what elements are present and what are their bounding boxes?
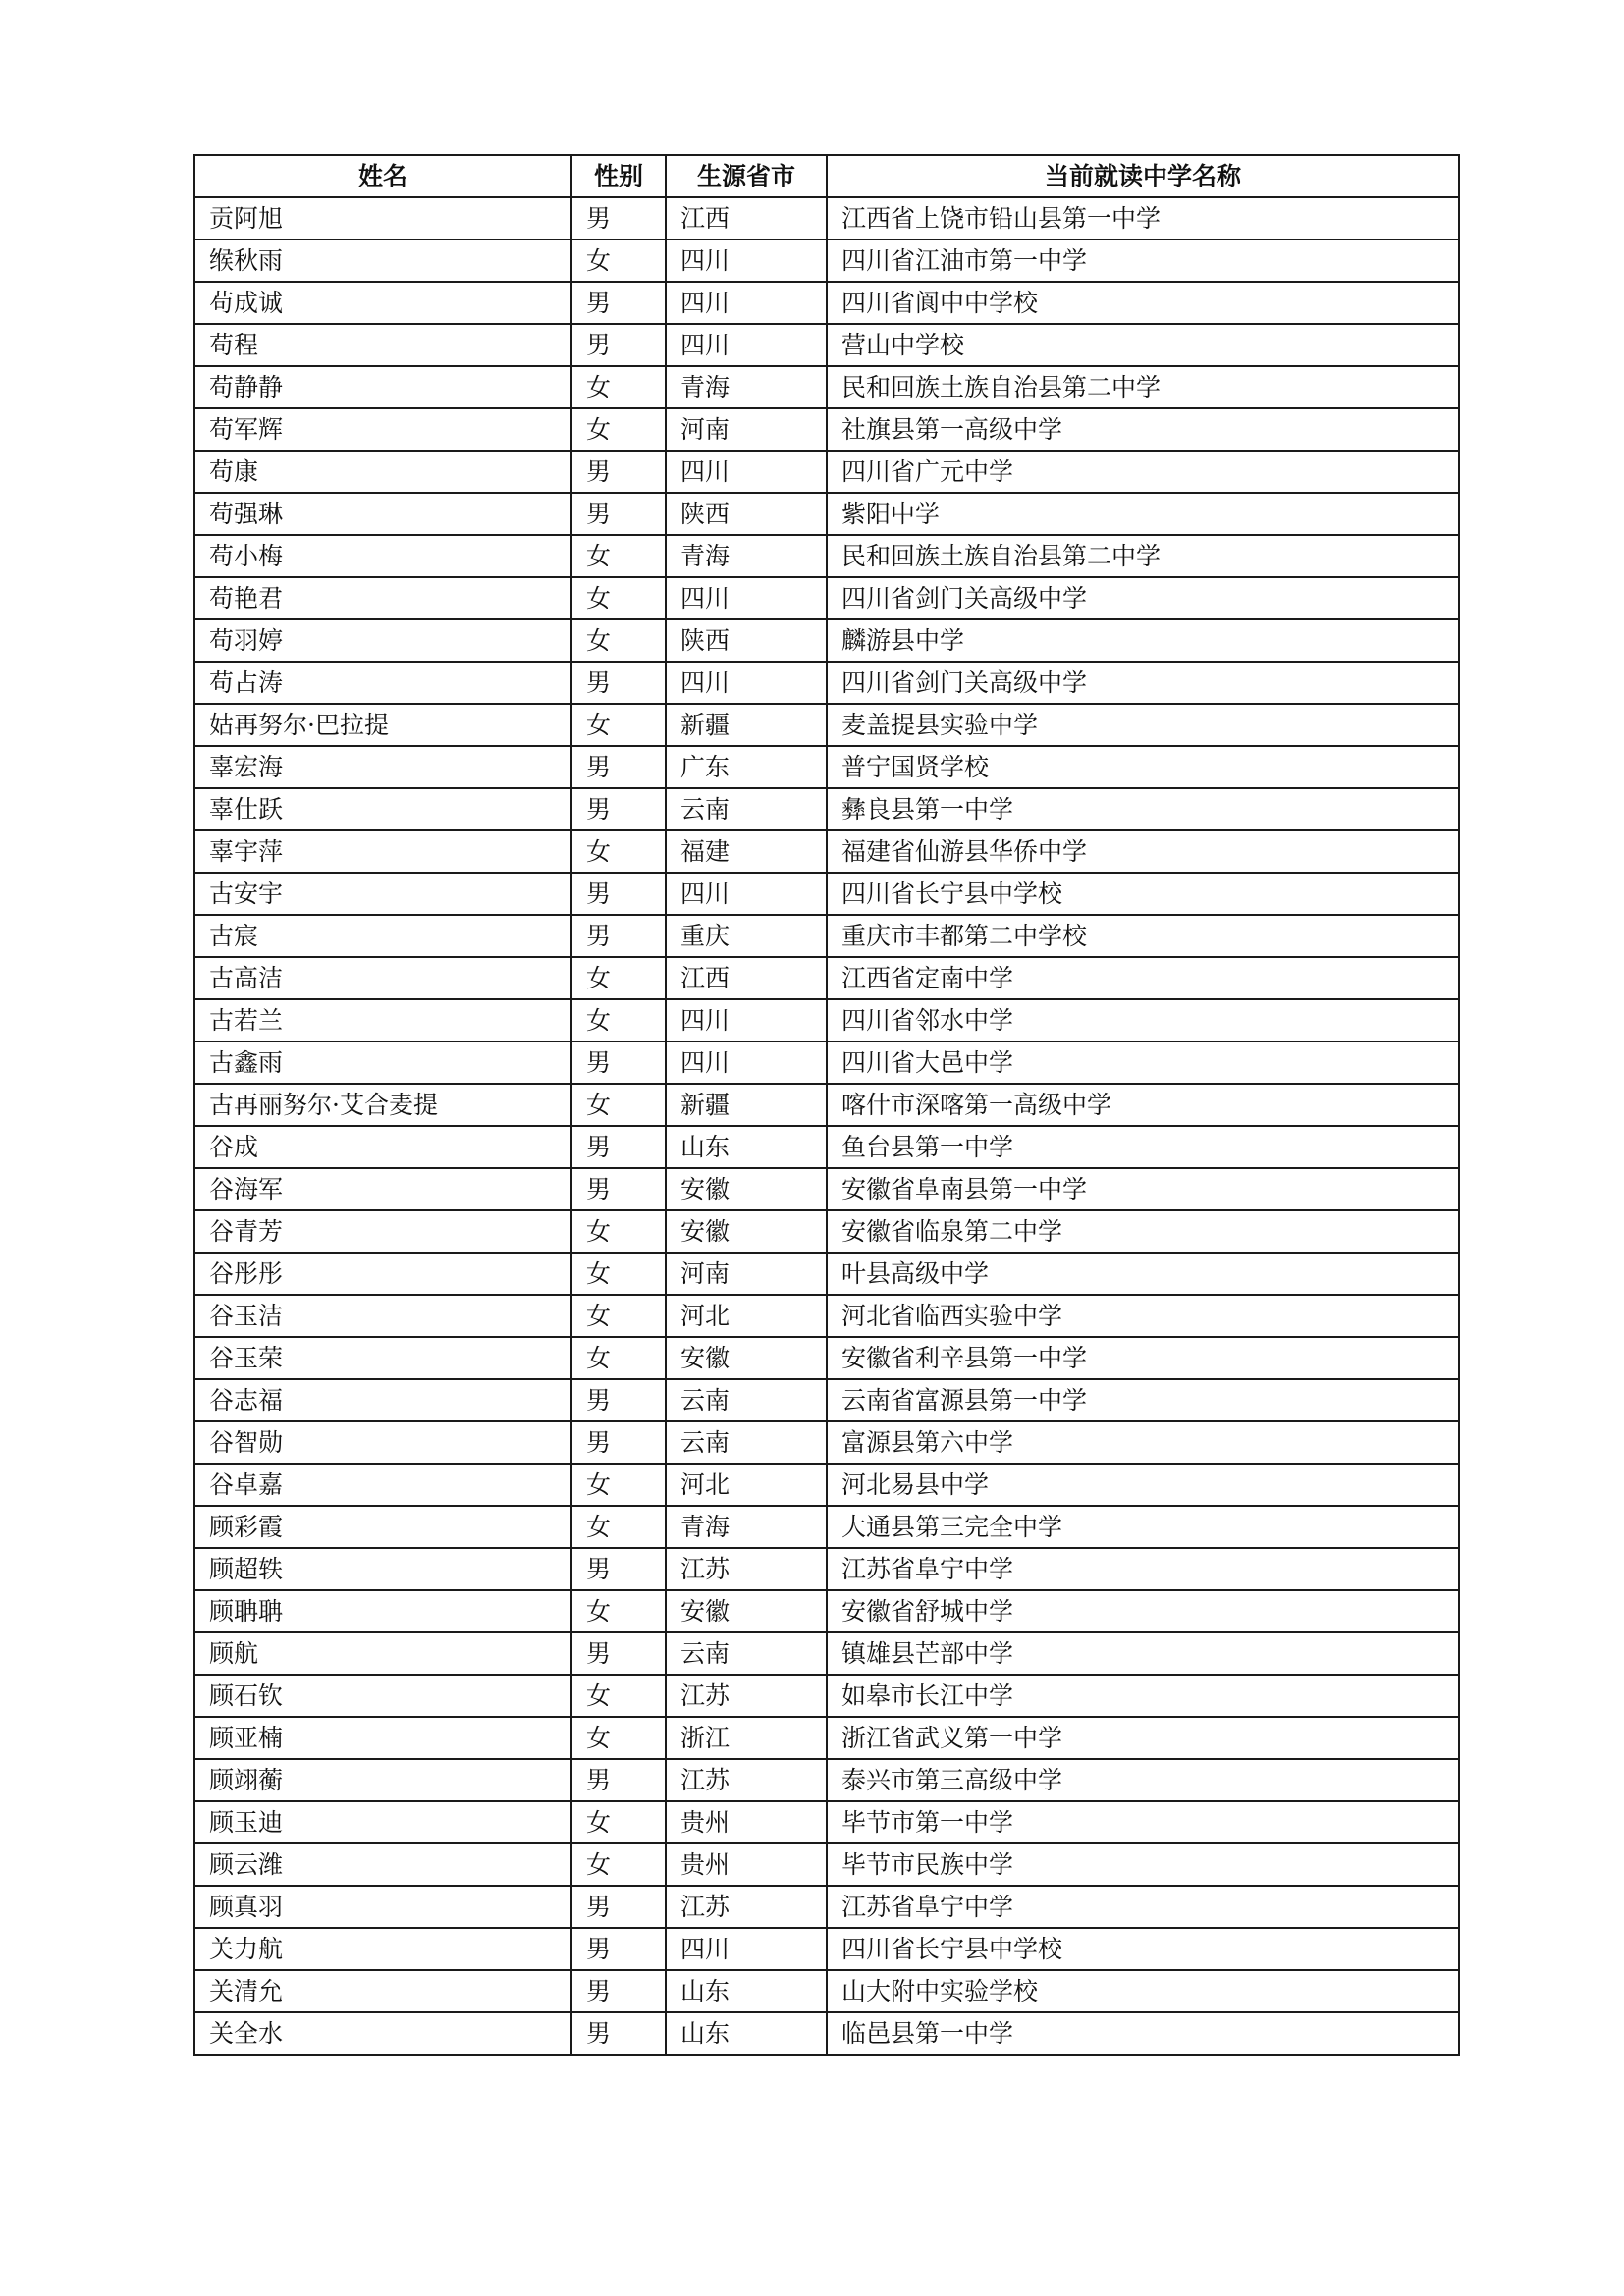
name-cell: 苟静静 (194, 366, 571, 408)
gender-cell: 男 (571, 1632, 666, 1675)
school-cell: 镇雄县芒部中学 (827, 1632, 1459, 1675)
gender-cell: 女 (571, 240, 666, 282)
name-cell: 苟占涛 (194, 662, 571, 704)
school-cell: 四川省邻水中学 (827, 999, 1459, 1041)
table-row (194, 1421, 1459, 1464)
school-cell: 四川省剑门关高级中学 (827, 577, 1459, 619)
gender-cell: 男 (571, 1886, 666, 1928)
table-row (194, 197, 1459, 240)
province-cell: 山东 (666, 1126, 827, 1168)
table-row (194, 1928, 1459, 1970)
gender-cell: 男 (571, 788, 666, 830)
school-cell: 四川省广元中学 (827, 451, 1459, 493)
province-cell: 四川 (666, 1041, 827, 1084)
school-cell: 临邑县第一中学 (827, 2012, 1459, 2055)
table-row (194, 1548, 1459, 1590)
name-cell: 姑再努尔·巴拉提 (194, 704, 571, 746)
school-cell: 重庆市丰都第二中学校 (827, 915, 1459, 957)
gender-cell: 女 (571, 366, 666, 408)
province-cell: 浙江 (666, 1717, 827, 1759)
name-cell: 谷玉洁 (194, 1295, 571, 1337)
table-row (194, 1379, 1459, 1421)
table-row (194, 451, 1459, 493)
name-cell: 苟强琳 (194, 493, 571, 535)
province-cell: 青海 (666, 366, 827, 408)
name-cell: 顾亚楠 (194, 1717, 571, 1759)
gender-cell: 男 (571, 493, 666, 535)
table-row (194, 1886, 1459, 1928)
name-cell: 古安宇 (194, 873, 571, 915)
table-row (194, 999, 1459, 1041)
province-cell: 云南 (666, 788, 827, 830)
province-cell: 广东 (666, 746, 827, 788)
table-row (194, 1717, 1459, 1759)
school-cell: 江西省定南中学 (827, 957, 1459, 999)
gender-cell: 女 (571, 830, 666, 873)
gender-cell: 女 (571, 408, 666, 451)
table-row (194, 830, 1459, 873)
table-row (194, 1801, 1459, 1843)
name-cell: 谷卓嘉 (194, 1464, 571, 1506)
gender-cell: 男 (571, 282, 666, 324)
table-row (194, 408, 1459, 451)
name-cell: 顾超轶 (194, 1548, 571, 1590)
name-cell: 苟康 (194, 451, 571, 493)
table-row (194, 1843, 1459, 1886)
school-cell: 营山中学校 (827, 324, 1459, 366)
school-cell: 如皋市长江中学 (827, 1675, 1459, 1717)
table-row (194, 704, 1459, 746)
gender-cell: 女 (571, 1253, 666, 1295)
table-row (194, 1084, 1459, 1126)
school-cell: 富源县第六中学 (827, 1421, 1459, 1464)
province-cell: 四川 (666, 873, 827, 915)
gender-cell: 女 (571, 1717, 666, 1759)
name-cell: 古再丽努尔·艾合麦提 (194, 1084, 571, 1126)
province-cell: 青海 (666, 1506, 827, 1548)
gender-cell: 女 (571, 1506, 666, 1548)
name-cell: 辜宇萍 (194, 830, 571, 873)
table-row (194, 1590, 1459, 1632)
name-cell: 辜宏海 (194, 746, 571, 788)
province-cell: 四川 (666, 240, 827, 282)
province-cell: 河北 (666, 1464, 827, 1506)
school-cell: 安徽省阜南县第一中学 (827, 1168, 1459, 1210)
name-cell: 辜仕跃 (194, 788, 571, 830)
school-cell: 四川省阆中中学校 (827, 282, 1459, 324)
table-row (194, 1970, 1459, 2012)
gender-cell: 女 (571, 1295, 666, 1337)
name-cell: 关全水 (194, 2012, 571, 2055)
table-row (194, 1126, 1459, 1168)
table-row (194, 662, 1459, 704)
gender-cell: 男 (571, 324, 666, 366)
gender-cell: 女 (571, 1084, 666, 1126)
gender-cell: 男 (571, 746, 666, 788)
school-cell: 毕节市第一中学 (827, 1801, 1459, 1843)
gender-cell: 男 (571, 1126, 666, 1168)
province-cell: 河南 (666, 408, 827, 451)
province-cell: 四川 (666, 324, 827, 366)
province-cell: 福建 (666, 830, 827, 873)
name-cell: 古若兰 (194, 999, 571, 1041)
table-row (194, 535, 1459, 577)
province-cell: 安徽 (666, 1168, 827, 1210)
school-cell: 社旗县第一高级中学 (827, 408, 1459, 451)
gender-cell: 女 (571, 1801, 666, 1843)
name-cell: 缑秋雨 (194, 240, 571, 282)
gender-cell: 女 (571, 999, 666, 1041)
province-cell: 江苏 (666, 1886, 827, 1928)
table-row (194, 746, 1459, 788)
province-cell: 江西 (666, 197, 827, 240)
gender-cell: 女 (571, 577, 666, 619)
name-cell: 顾石钦 (194, 1675, 571, 1717)
table-row (194, 577, 1459, 619)
name-cell: 古宸 (194, 915, 571, 957)
table-row (194, 1295, 1459, 1337)
gender-cell: 女 (571, 1464, 666, 1506)
table-row (194, 1675, 1459, 1717)
province-cell: 云南 (666, 1632, 827, 1675)
table-row (194, 2012, 1459, 2055)
gender-cell: 女 (571, 704, 666, 746)
school-cell: 山大附中实验学校 (827, 1970, 1459, 2012)
gender-cell: 女 (571, 1843, 666, 1886)
province-cell: 安徽 (666, 1337, 827, 1379)
school-cell: 麦盖提县实验中学 (827, 704, 1459, 746)
school-cell: 河北省临西实验中学 (827, 1295, 1459, 1337)
gender-cell: 女 (571, 957, 666, 999)
table-row (194, 1506, 1459, 1548)
name-cell: 顾云潍 (194, 1843, 571, 1886)
province-cell: 安徽 (666, 1210, 827, 1253)
gender-cell: 男 (571, 1970, 666, 2012)
province-cell: 四川 (666, 662, 827, 704)
school-cell: 浙江省武义第一中学 (827, 1717, 1459, 1759)
province-cell: 贵州 (666, 1801, 827, 1843)
gender-cell: 男 (571, 197, 666, 240)
table-row (194, 619, 1459, 662)
table-row (194, 324, 1459, 366)
school-cell: 四川省长宁县中学校 (827, 1928, 1459, 1970)
province-cell: 山东 (666, 1970, 827, 2012)
province-cell: 河南 (666, 1253, 827, 1295)
table-row (194, 1759, 1459, 1801)
province-cell: 重庆 (666, 915, 827, 957)
gender-cell: 男 (571, 451, 666, 493)
name-cell: 苟羽婷 (194, 619, 571, 662)
province-cell: 江苏 (666, 1675, 827, 1717)
school-cell: 四川省剑门关高级中学 (827, 662, 1459, 704)
gender-cell: 女 (571, 1210, 666, 1253)
gender-cell: 男 (571, 915, 666, 957)
gender-cell: 女 (571, 535, 666, 577)
school-cell: 紫阳中学 (827, 493, 1459, 535)
table-row (194, 1253, 1459, 1295)
gender-cell: 男 (571, 662, 666, 704)
school-cell: 江苏省阜宁中学 (827, 1886, 1459, 1928)
header-province: 生源省市 (666, 155, 827, 197)
table-row (194, 1041, 1459, 1084)
table-row (194, 240, 1459, 282)
gender-cell: 男 (571, 2012, 666, 2055)
name-cell: 谷智勋 (194, 1421, 571, 1464)
name-cell: 苟成诚 (194, 282, 571, 324)
table-row (194, 366, 1459, 408)
province-cell: 四川 (666, 1928, 827, 1970)
school-cell: 麟游县中学 (827, 619, 1459, 662)
gender-cell: 男 (571, 1379, 666, 1421)
school-cell: 民和回族土族自治县第二中学 (827, 535, 1459, 577)
table-row (194, 282, 1459, 324)
school-cell: 江苏省阜宁中学 (827, 1548, 1459, 1590)
gender-cell: 男 (571, 873, 666, 915)
gender-cell: 男 (571, 1759, 666, 1801)
province-cell: 四川 (666, 577, 827, 619)
province-cell: 青海 (666, 535, 827, 577)
gender-cell: 男 (571, 1168, 666, 1210)
name-cell: 关清允 (194, 1970, 571, 2012)
table-body (194, 197, 1459, 2055)
school-cell: 鱼台县第一中学 (827, 1126, 1459, 1168)
province-cell: 河北 (666, 1295, 827, 1337)
school-cell: 彝良县第一中学 (827, 788, 1459, 830)
name-cell: 贡阿旭 (194, 197, 571, 240)
name-cell: 苟艳君 (194, 577, 571, 619)
table-row (194, 915, 1459, 957)
school-cell: 大通县第三完全中学 (827, 1506, 1459, 1548)
table-row (194, 1632, 1459, 1675)
name-cell: 顾玉迪 (194, 1801, 571, 1843)
table-row (194, 1337, 1459, 1379)
school-cell: 安徽省临泉第二中学 (827, 1210, 1459, 1253)
province-cell: 江苏 (666, 1548, 827, 1590)
name-cell: 古鑫雨 (194, 1041, 571, 1084)
province-cell: 山东 (666, 2012, 827, 2055)
school-cell: 叶县高级中学 (827, 1253, 1459, 1295)
table-row (194, 873, 1459, 915)
school-cell: 福建省仙游县华侨中学 (827, 830, 1459, 873)
name-cell: 谷海军 (194, 1168, 571, 1210)
school-cell: 四川省大邑中学 (827, 1041, 1459, 1084)
table-row (194, 493, 1459, 535)
header-row (194, 155, 1459, 197)
school-cell: 喀什市深喀第一高级中学 (827, 1084, 1459, 1126)
gender-cell: 女 (571, 1675, 666, 1717)
province-cell: 新疆 (666, 704, 827, 746)
province-cell: 四川 (666, 451, 827, 493)
gender-cell: 女 (571, 1590, 666, 1632)
school-cell: 泰兴市第三高级中学 (827, 1759, 1459, 1801)
name-cell: 顾航 (194, 1632, 571, 1675)
name-cell: 关力航 (194, 1928, 571, 1970)
gender-cell: 男 (571, 1928, 666, 1970)
header-name: 姓名 (194, 155, 571, 197)
name-cell: 顾真羽 (194, 1886, 571, 1928)
gender-cell: 男 (571, 1421, 666, 1464)
name-cell: 谷志福 (194, 1379, 571, 1421)
school-cell: 河北易县中学 (827, 1464, 1459, 1506)
gender-cell: 女 (571, 619, 666, 662)
name-cell: 苟程 (194, 324, 571, 366)
name-cell: 谷成 (194, 1126, 571, 1168)
province-cell: 四川 (666, 999, 827, 1041)
school-cell: 普宁国贤学校 (827, 746, 1459, 788)
table-row (194, 788, 1459, 830)
gender-cell: 男 (571, 1548, 666, 1590)
school-cell: 毕节市民族中学 (827, 1843, 1459, 1886)
province-cell: 新疆 (666, 1084, 827, 1126)
name-cell: 苟小梅 (194, 535, 571, 577)
name-cell: 顾聃聃 (194, 1590, 571, 1632)
name-cell: 顾彩霞 (194, 1506, 571, 1548)
school-cell: 四川省长宁县中学校 (827, 873, 1459, 915)
province-cell: 江苏 (666, 1759, 827, 1801)
name-cell: 谷青芳 (194, 1210, 571, 1253)
student-roster-table (193, 154, 1460, 2056)
province-cell: 云南 (666, 1379, 827, 1421)
name-cell: 苟军辉 (194, 408, 571, 451)
table-row (194, 1210, 1459, 1253)
province-cell: 云南 (666, 1421, 827, 1464)
name-cell: 古高洁 (194, 957, 571, 999)
school-cell: 四川省江油市第一中学 (827, 240, 1459, 282)
province-cell: 江西 (666, 957, 827, 999)
school-cell: 安徽省舒城中学 (827, 1590, 1459, 1632)
province-cell: 陕西 (666, 493, 827, 535)
province-cell: 贵州 (666, 1843, 827, 1886)
header-school: 当前就读中学名称 (827, 155, 1459, 197)
table-row (194, 957, 1459, 999)
name-cell: 谷玉荣 (194, 1337, 571, 1379)
gender-cell: 男 (571, 1041, 666, 1084)
table-row (194, 1464, 1459, 1506)
name-cell: 顾翊蘅 (194, 1759, 571, 1801)
name-cell: 谷彤彤 (194, 1253, 571, 1295)
province-cell: 安徽 (666, 1590, 827, 1632)
table-row (194, 1168, 1459, 1210)
school-cell: 安徽省利辛县第一中学 (827, 1337, 1459, 1379)
school-cell: 民和回族土族自治县第二中学 (827, 366, 1459, 408)
header-gender: 性别 (571, 155, 666, 197)
school-cell: 云南省富源县第一中学 (827, 1379, 1459, 1421)
province-cell: 陕西 (666, 619, 827, 662)
school-cell: 江西省上饶市铅山县第一中学 (827, 197, 1459, 240)
province-cell: 四川 (666, 282, 827, 324)
gender-cell: 女 (571, 1337, 666, 1379)
